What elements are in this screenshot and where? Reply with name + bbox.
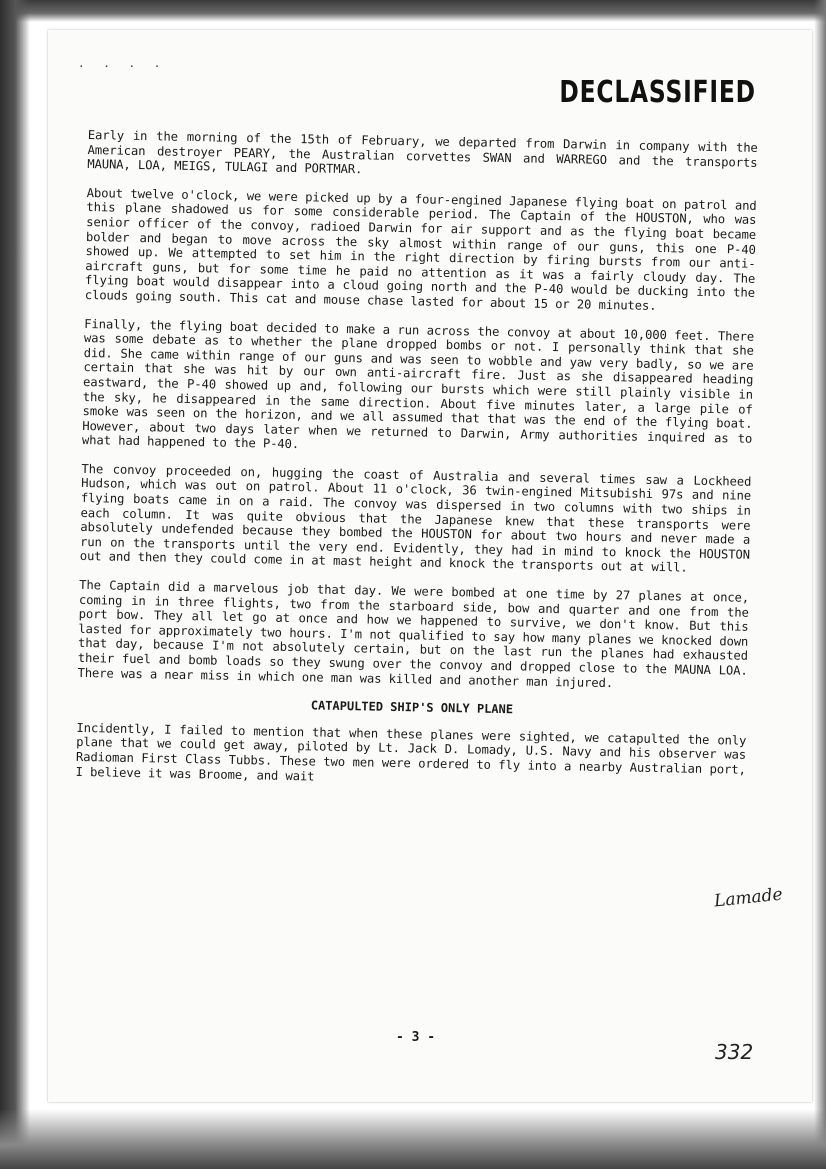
scan-specks: · · · · [78,60,167,73]
scan-edge-left [0,0,30,1169]
paragraph-1: Early in the morning of the 15th of February, we departed from Darwin in company with the American destroyer PEARY, the Australian corvettes SWAN and WARREGO and the transports MAUNA, LOA, MEIGS, TULAGI and PORTMAR. [87,128,758,177]
scan-edge-top [0,0,826,22]
page-number: - 3 - [396,1030,436,1045]
paragraph-5: The Captain did a marvelous job that day. We were bombed at one time by 27 planes at once, coming in in three flights, two from the starboard side, bow and quarter and one from the port bow. They all let go at once and how we happened to survive, we don't know. But this lasted for approximately two hours. I'm not qualified to say how many planes we knocked down that day, because I'm not absolutely certain, but on the last run the planes had exhausted their fuel and bomb loads so they swung over the convoy and dropped close to the MAUNA LOA. There was a near miss in which one man was killed and another man injured. [77,577,750,690]
scan-edge-bottom [0,1109,826,1169]
document-body [75,128,758,806]
paragraph-3: Finally, the flying boat decided to make a run across the convoy at about 10,000 feet. There was some debate as to whether the plane dropped bombs or not. I personally think that she did. She came within range of our guns and was seen to wobble and yaw very badly, so we are certain that she was hit by our own anti-aircraft fire. Just as she disappeared heading eastward, the P-40 showed up and, following our bursts which were still plainly visible in the sky, he disappeared in the same direction. About five minutes later, a large pile of smoke was seen on the horizon, and we all assumed that that was the end of the flying boat. However, about two days later when we returned to Darwin, Army authorities inquired as to what had happened to the P-40. [81,316,755,452]
paragraph-4: The convoy proceeded on, hugging the coast of Australia and several times saw a Lockheed Hudson, which was out on patrol. About 11 o'clock, 36 twin-engined Mitsubishi 97s and nine flying boats came in on a raid. The convoy was dispersed in two columns with two ships in each column. It was quite obvious that the Japanese knew that these transports were absolutely undefended because they bombed the HOUSTON for about two hours and never made a run on the transports until the very end. Evidently, they had in mind to knock the HOUSTON out and then they could come in at mast height and knock the transports out at will. [79,461,752,576]
scan-edge-right [814,0,826,1169]
section-heading: CATAPULTED SHIP'S ONLY PLANE [310,698,514,717]
paragraph-2: About twelve o'clock, we were picked up by a four-engined Japanese flying boat on patrol and this plane shadowed us for some considerable period. The Captain of the HOUSTON, who was senior officer of the convoy, radioed Darwin for air support and as the flying boat became bolder and began to move across the sky almost within range of our guns, this one P-40 showed up. We attempted to set him in the right direction by firing bursts from our anti-aircraft guns, but for some time he paid no attention as it was a fairly cloudy day. The flying boat would disappear into a cloud going north and the P-40 would be ducking into the clouds going south. This cat and mouse chase lasted for about 15 or 20 minutes. [84,185,757,313]
archive-number: 332 [715,1040,754,1064]
section-paragraph: Incidently, I failed to mention that when these planes were sighted, we catapulted the only plane that we could get away, piloted by Lt. Jack D. Lomady, U.S. Navy and his observer was Radioman First Class Tubbs. These two men were ordered to fly into a nearby Australian port, I believe it was Broome, and wait [75,720,747,784]
handwritten-correction: Lamade [713,884,784,912]
declassified-stamp: DECLASSIFIED [559,75,756,110]
